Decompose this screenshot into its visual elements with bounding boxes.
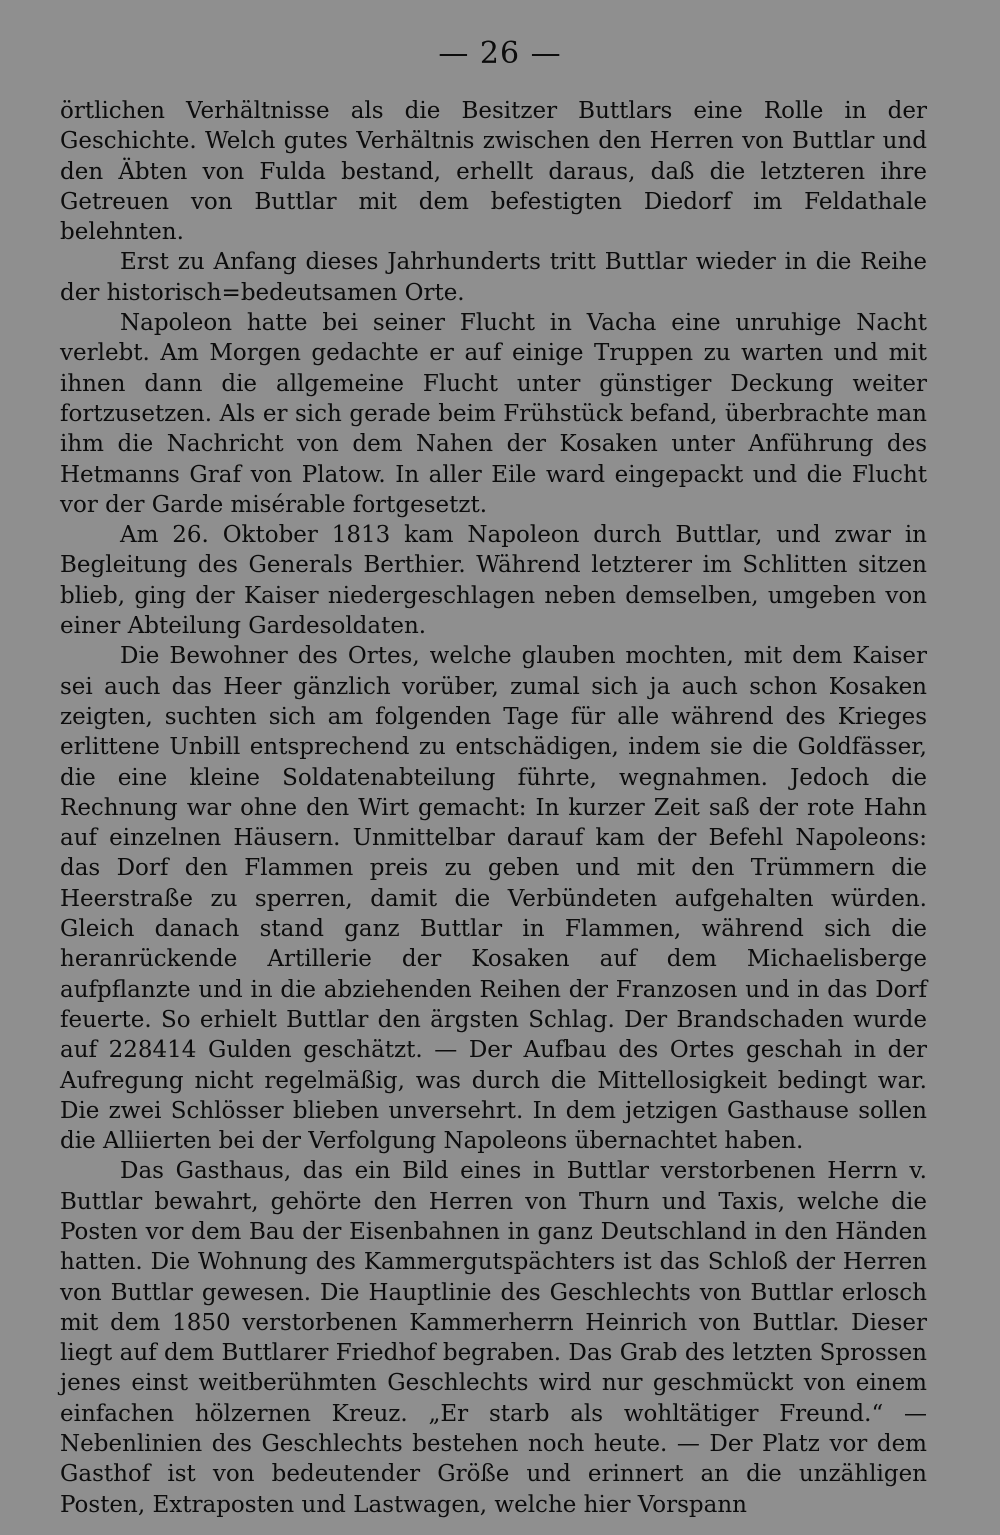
paragraph-1: örtlichen Verhältnisse als die Besitzer Buttlars eine Rolle in der Geschichte. Welch gutes Verhältnis zwischen den Herren von Buttlar und den Äbten von Fulda bestand, erhellt daraus, daß die letzteren ihre Getreuen von Buttlar mit dem befestigten Diedorf im Feldathale belehnten. bbox=[60, 98, 927, 246]
paragraph-3: Napoleon hatte bei seiner Flucht in Vacha eine unruhige Nacht verlebt. Am Morgen gedachte er auf einige Truppen zu warten und mit ihnen dann die allgemeine Flucht unter günstiger Deckung weiter fortzusetzen. Als er sich gerade beim Frühstück befand, überbrachte man ihm die Nachricht von dem Nahen der Kosaken unter Anführung des Hetmanns Graf von Platow. In aller Eile ward eingepackt und die Flucht vor der Garde misérable fortgesetzt. bbox=[60, 310, 927, 518]
paragraph-2: Erst zu Anfang dieses Jahrhunderts tritt Buttlar wieder in die Reihe der historisch=bedeutsamen Orte. bbox=[60, 249, 927, 306]
page-number: — 26 — bbox=[438, 36, 562, 71]
paragraph-5: Die Bewohner des Ortes, welche glauben mochten, mit dem Kaiser sei auch das Heer gänzlich vorüber, zumal sich ja auch schon Kosaken zeigten, suchten sich am folgenden Tage für alle während des Krieges erlittene Unbill entsprechend zu entschädigen, indem sie die Goldfässer, die eine kleine Soldatenabteilung führte, wegnahmen. Jedoch die Rechnung war ohne den Wirt gemacht: In kurzer Zeit saß der rote Hahn auf einzelnen Häusern. Unmittelbar darauf kam der Befehl Napoleons: das Dorf den Flammen preis zu geben und mit den Trümmern die Heerstraße zu sperren, damit die Verbündeten aufgehalten würden. Gleich danach stand ganz Buttlar in Flammen, während sich die heranrückende Artillerie der Kosaken auf dem Michaelisberge aufpflanzte und in die abziehenden Reihen der Franzosen und in das Dorf feuerte. So erhielt Buttlar den ärgsten Schlag. Der Brandschaden wurde auf 228414 Gulden geschätzt. — Der Aufbau des Ortes geschah in der Aufregung nicht regelmäßig, was durch die Mittellosigkeit bedingt war. Die zwei Schlösser blieben unversehrt. In dem jetzigen Gasthause sollen die Alliierten bei der Verfolgung Napoleons übernachtet haben. bbox=[60, 643, 927, 1155]
paragraph-4: Am 26. Oktober 1813 kam Napoleon durch Buttlar, und zwar in Begleitung des Generals Berthier. Während letzterer im Schlitten sitzen blieb, ging der Kaiser niedergeschlagen neben demselben, umgeben von einer Abteilung Gardesoldaten. bbox=[60, 522, 927, 640]
paragraph-6: Das Gasthaus, das ein Bild eines in Buttlar verstorbenen Herrn v. Buttlar bewahrt, gehörte den Herren von Thurn und Taxis, welche die Posten vor dem Bau der Eisenbahnen in ganz Deutschland in den Händen hatten. Die Wohnung des Kammergutspächters ist das Schloß der Herren von Buttlar gewesen. Die Hauptlinie des Geschlechts von Buttlar erlosch mit dem 1850 verstorbenen Kammerherrn Heinrich von Buttlar. Dieser liegt auf dem Buttlarer Friedhof begraben. Das Grab des letzten Sprossen jenes einst weitberühmten Geschlechts wird nur geschmückt von einem einfachen hölzernen Kreuz. „Er starb als wohltätiger Freund.“ — Nebenlinien des Geschlechts bestehen noch heute. — Der Platz vor dem Gasthof ist von bedeutender Größe und erinnert an die unzähligen Posten, Extraposten und Lastwagen, welche hier Vorspann bbox=[60, 1158, 927, 1518]
body-text bbox=[60, 96, 927, 1520]
